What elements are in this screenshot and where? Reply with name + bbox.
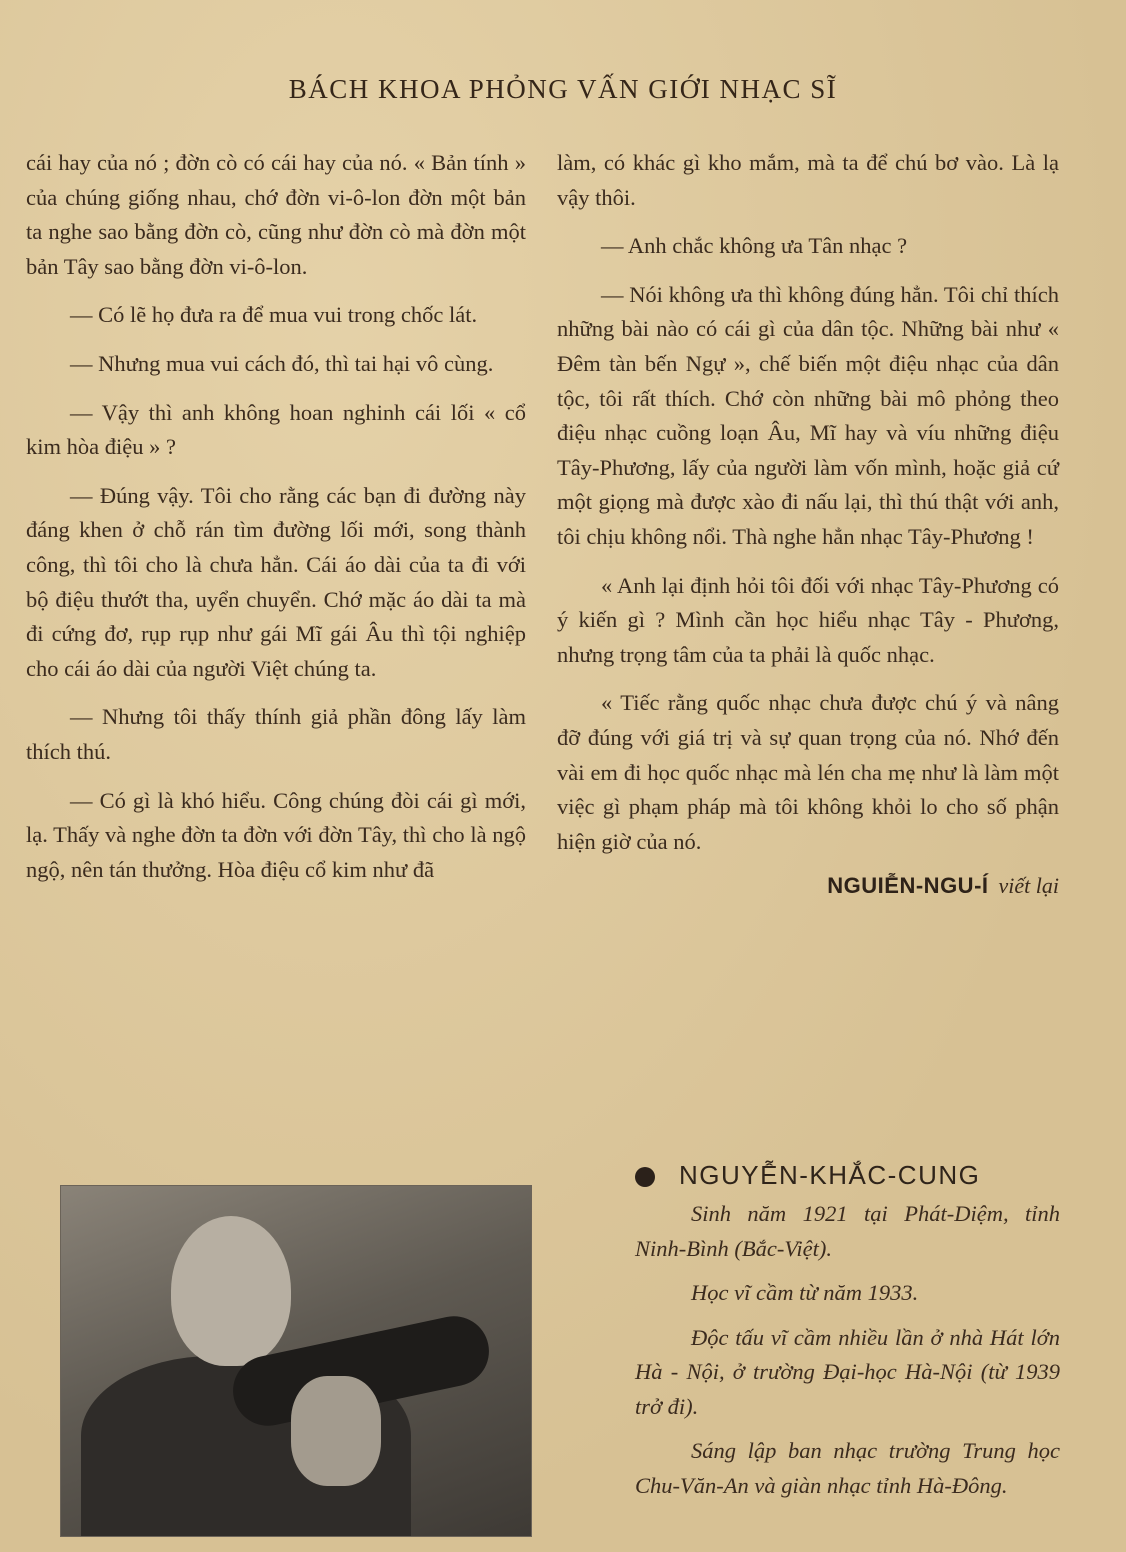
musician-photo — [60, 1185, 532, 1537]
paragraph: — Anh chắc không ưa Tân nhạc ? — [601, 233, 908, 259]
photo-figure-hand — [291, 1376, 381, 1486]
paragraph: — Nói không ưa thì không đúng hẳn. Tôi chỉ thích những bài nào có cái gì của dân tộc. Những bài như « Đêm tàn bến Ngự », chế biến một điệu nhạc của dân tộc, tôi rất thích. Chớ còn những bài mô phỏng theo điệu nhạc cuồng loạn Âu, Mĩ hay và víu những điệu Tây-Phương, lấy của người làm vốn mình, hoặc giả cứ một giọng mà được xào đi nấu lại, thì thú thật với anh, tôi chịu không nổi. Thà nghe hẳn nhạc Tây-Phương ! — [557, 281, 1059, 549]
bio-line: Sáng lập ban nhạc trường Trung học Chu-Văn-An và giàn nhạc tỉnh Hà-Đông. — [635, 1438, 1060, 1498]
paragraph: — Đúng vậy. Tôi cho rằng các bạn đi đường này đáng khen ở chỗ rán tìm đường lối mới, song thành công, thì tôi cho là chưa hẳn. Cái áo dài của ta đi với bộ điệu thướt tha, uyển chuyển. Chớ mặc áo dài ta mà đi cứng đơ, rụp rụp như gái Mĩ gái Âu thì tội nghiệp cho cái áo dài của người Việt chúng ta. — [26, 482, 526, 681]
paragraph: — Nhưng mua vui cách đó, thì tai hại vô cùng. — [70, 350, 494, 376]
paragraph: — Nhưng tôi thấy thính giả phần đông lấy làm thích thú. — [26, 704, 526, 764]
paragraph: — Có lẽ họ đưa ra để mua vui trong chốc lát. — [70, 302, 478, 328]
bio-heading — [635, 1160, 1060, 1191]
author-signature — [557, 873, 1059, 899]
paragraph: cái hay của nó ; đờn cò có cái hay của nó. « Bản tính » của chúng giống nhau, chớ đờn vi-ô-lon đờn một bản ta nghe sao bằng đờn cò, cũng như đờn cò mà đờn một bản Tây sao bằng đờn vi-ô-lon. — [26, 150, 526, 279]
bio-line: Sinh năm 1921 tại Phát-Diệm, tỉnh Ninh-Bình (Bắc-Việt). — [635, 1201, 1060, 1261]
paragraph: « Anh lại định hỏi tôi đối với nhạc Tây-Phương có ý kiến gì ? Mình cần học hiểu nhạc Tây - Phương, nhưng trọng tâm của ta phải là quốc nhạc. — [557, 572, 1059, 667]
bio-line: Độc tấu vĩ cầm nhiều lần ở nhà Hát lớn Hà - Nội, ở trường Đại-học Hà-Nội (từ 1939 trở đi). — [635, 1324, 1060, 1419]
author-note: viết lại — [998, 873, 1059, 899]
left-column — [26, 146, 526, 901]
paragraph: — Vậy thì anh không hoan nghinh cái lối « cổ kim hòa điệu » ? — [26, 399, 526, 460]
bio-line: Học vĩ cầm từ năm 1933. — [691, 1280, 919, 1305]
author-name: NGUIỄN-NGU-Í — [827, 873, 989, 899]
bio-name: NGUYỄN-KHẮC-CUNG — [679, 1160, 981, 1190]
photo-figure-head — [171, 1216, 291, 1366]
musician-bio — [635, 1160, 1060, 1513]
paragraph: — Có gì là khó hiểu. Công chúng đòi cái gì mới, lạ. Thấy và nghe đờn ta đờn với đờn Tây, thì cho là ngộ ngộ, nên tán thưởng. Hòa điệu cổ kim như đã — [26, 787, 526, 882]
paragraph: « Tiếc rằng quốc nhạc chưa được chú ý và nâng đỡ đúng với giá trị và sự quan trọng của nó. Nhớ đến vài em đi học quốc nhạc mà lén cha mẹ như là làm một việc gì phạm pháp mà tôi không khỏi lo cho số phận hiện giờ của nó. — [557, 690, 1059, 854]
right-column — [557, 146, 1059, 899]
paragraph: làm, có khác gì kho mắm, mà ta để chú bơ vào. Là lạ vậy thôi. — [557, 150, 1059, 210]
page-header: BÁCH KHOA PHỎNG VẤN GIỚI NHẠC SĨ — [288, 74, 838, 104]
bullet-icon — [635, 1167, 655, 1187]
